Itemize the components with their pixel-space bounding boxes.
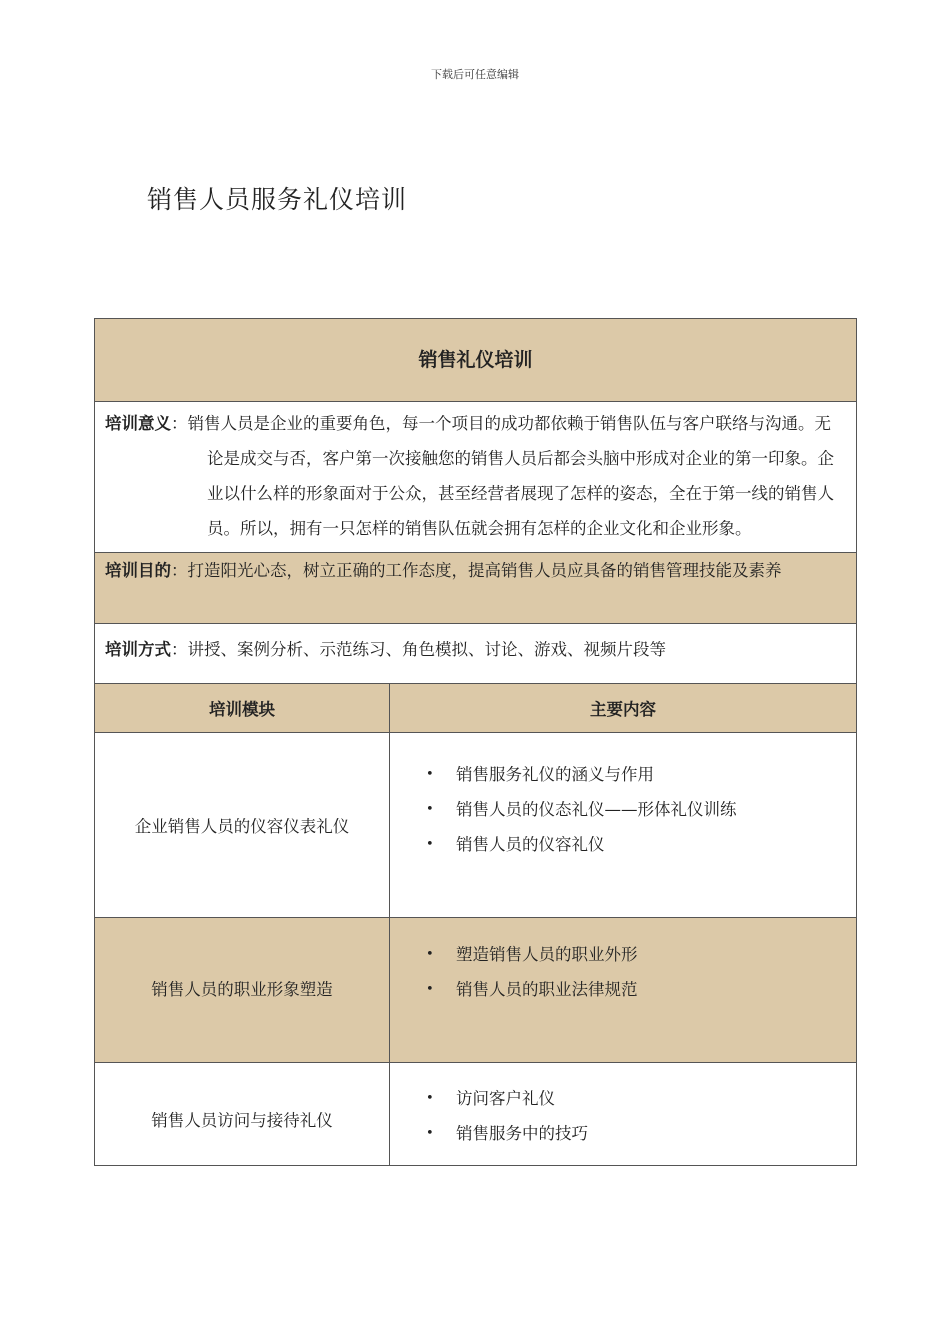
training-table <box>94 318 857 1166</box>
module-cell <box>95 918 390 1063</box>
significance-paragraph <box>105 406 838 546</box>
module-name: 企业销售人员的仪容仪表礼仪 <box>134 817 350 836</box>
bullet-icon: • <box>426 947 434 962</box>
module-cell <box>95 733 390 918</box>
content-list <box>390 1063 856 1151</box>
table-title-cell <box>95 319 857 402</box>
column-header-module: 培训模块 <box>95 684 390 733</box>
significance-text: ：销售人员是企业的重要角色，每一个项目的成功都依赖于销售队伍与客户联络与沟通。无论是成交与否，客户第一次接触您的销售人员后都会头脑中形成对企业的第一印象。企业以什么样的形象面对于公众，甚至经营者展现了怎样的姿态，全在于第一线的销售人员。所以，拥有一只怎样的销售队伍就会拥有怎样的企业文化和企业形象。 <box>171 414 834 538</box>
list-item-text: 销售服务中的技巧 <box>456 1124 588 1143</box>
bullet-icon: • <box>426 982 434 997</box>
list-item <box>426 1081 856 1116</box>
module-name: 销售人员的职业形象塑造 <box>151 980 333 999</box>
header-note: 下载后可任意编辑 <box>431 68 519 81</box>
content-cell <box>390 918 857 1063</box>
list-item-text: 销售人员的职业法律规范 <box>456 980 638 999</box>
list-item <box>426 972 856 1007</box>
table-title: 销售礼仪培训 <box>418 348 533 371</box>
significance-cell <box>95 402 857 553</box>
table-row <box>95 733 857 918</box>
document-title: 销售人员服务礼仪培训 <box>147 185 408 214</box>
module-name: 销售人员访问与接待礼仪 <box>151 1111 333 1130</box>
module-cell <box>95 1063 390 1166</box>
content-list <box>390 918 856 1007</box>
goal-cell <box>95 553 857 624</box>
bullet-icon: • <box>426 767 434 782</box>
bullet-icon: • <box>426 802 434 817</box>
bullet-icon: • <box>426 1126 434 1141</box>
bullet-icon: • <box>426 1091 434 1106</box>
list-item <box>426 937 856 972</box>
list-item <box>426 827 856 862</box>
list-item-text: 销售人员的仪容礼仪 <box>456 835 605 854</box>
table-row <box>95 918 857 1063</box>
goal-label: 培训目的 <box>105 561 171 580</box>
list-item <box>426 757 856 792</box>
bullet-icon: • <box>426 837 434 852</box>
method-label: 培训方式 <box>105 640 171 659</box>
list-item-text: 销售服务礼仪的涵义与作用 <box>456 765 654 784</box>
method-cell <box>95 624 857 684</box>
list-item-text: 销售人员的仪态礼仪——形体礼仪训练 <box>456 800 737 819</box>
list-item <box>426 792 856 827</box>
list-item <box>426 1116 856 1151</box>
column-header-content: 主要内容 <box>390 684 857 733</box>
significance-label: 培训意义 <box>105 414 171 433</box>
list-item-text: 访问客户礼仪 <box>456 1089 555 1108</box>
goal-text: ：打造阳光心态，树立正确的工作态度，提高销售人员应具备的销售管理技能及素养 <box>171 561 782 580</box>
list-item-text: 塑造销售人员的职业外形 <box>456 945 638 964</box>
method-text: ：讲授、案例分析、示范练习、角色模拟、讨论、游戏、视频片段等 <box>171 640 666 659</box>
content-list <box>390 733 856 862</box>
content-cell <box>390 733 857 918</box>
table-row <box>95 1063 857 1166</box>
content-cell <box>390 1063 857 1166</box>
